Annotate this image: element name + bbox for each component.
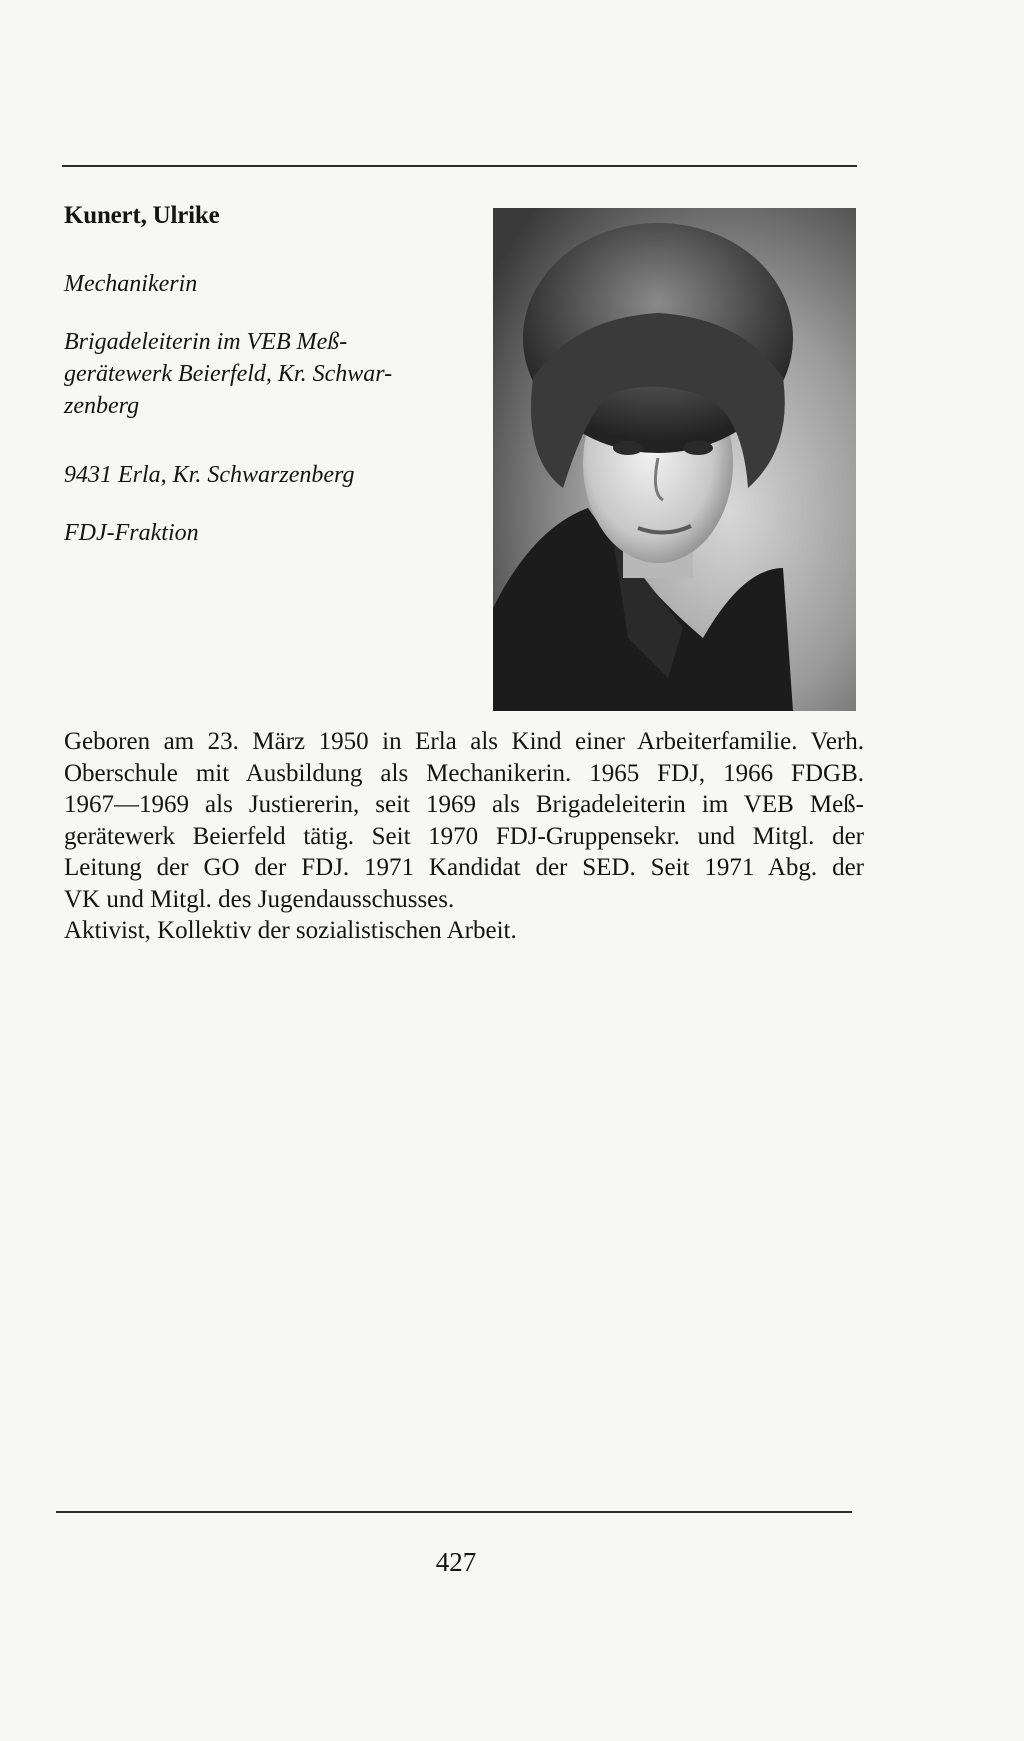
position-line: zenberg <box>64 393 140 419</box>
bio-line: Oberschule mit Ausbildung als Mechanikerin. 1965 FDJ, 1966 FDGB. <box>64 759 864 787</box>
bio-line: Aktivist, Kollektiv der sozialistischen Arbeit. <box>64 917 517 944</box>
biography <box>64 726 864 947</box>
entry-position <box>64 326 464 422</box>
bio-line: Geboren am 23. März 1950 in Erla als Kind einer Arbeiterfamilie. Verh. <box>64 728 864 755</box>
top-divider <box>62 165 857 167</box>
portrait-photo <box>493 208 856 711</box>
bio-line: VK und Mitgl. des Jugendausschusses. <box>64 885 455 913</box>
bottom-divider <box>56 1511 852 1513</box>
entry-address: 9431 Erla, Kr. Schwarzenberg <box>64 462 355 488</box>
position-line: Brigadeleiterin im VEB Meß- <box>64 329 348 355</box>
page-number: 427 <box>435 1547 477 1577</box>
bio-line: 1967—1969 als Justiererin, seit 1969 als Brigadeleiterin im VEB Meß- <box>64 791 864 818</box>
bio-line: gerätewerk Beierfeld tätig. Seit 1970 FDJ-Gruppensekr. und Mitgl. der <box>64 822 864 850</box>
entry-occupation: Mechanikerin <box>64 271 198 297</box>
entry-faction: FDJ-Fraktion <box>64 520 199 546</box>
position-line: gerätewerk Beierfeld, Kr. Schwar- <box>64 361 393 387</box>
bio-line: Leitung der GO der FDJ. 1971 Kandidat der SED. Seit 1971 Abg. der <box>64 854 864 881</box>
entry-name: Kunert, Ulrike <box>64 202 220 229</box>
